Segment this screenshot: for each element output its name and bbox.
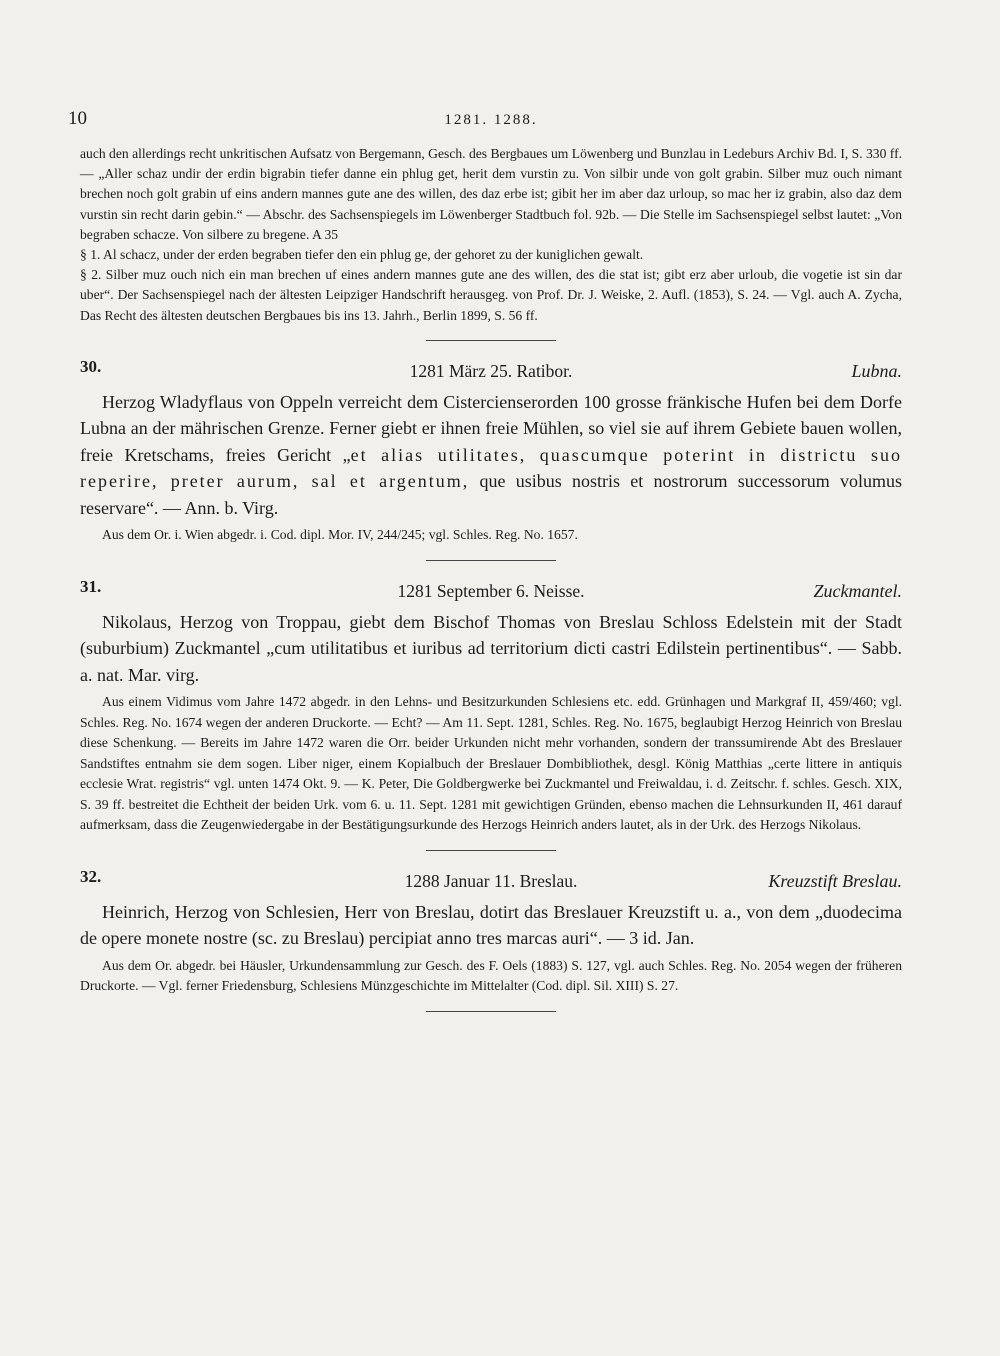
document-page (68, 108, 902, 1032)
footnote-paragraph: § 2. Silber muz ouch nich ein man brechen uf eines andern mannes gute ane des willen, des die stat ist; gibt erz aber urloub, die vogetie ist sin dar uber“. Der Sachsenspiegel nach der ältesten Leipziger Handschrift herausgeg. von Prof. Dr. J. Weiske, 2. Aufl. (1853), S. 24. — Vgl. auch A. Zycha, Das Recht des ältesten deutschen Bergbaues bis ins 13. Jahrh., Berlin 1899, S. 56 ff. (80, 267, 902, 323)
entry-place: Zuckmantel. (813, 580, 902, 601)
entry-header (80, 576, 902, 609)
document-entry-31 (80, 576, 902, 836)
entry-number: 32. (80, 866, 102, 886)
footnote-block (80, 144, 902, 326)
entry-number: 30. (80, 356, 102, 376)
document-entry-30 (80, 356, 902, 546)
entry-source: Aus einem Vidimus vom Jahre 1472 abgedr. in den Lehns- und Besitzurkunden Schlesiens etc. edd. Grünhagen und Markgraf II, 459/460; vgl. Schles. Reg. No. 1674 wegen der anderen Druckorte. — Echt? — Am 11. Sept. 1281, Schles. Reg. No. 1675, beglaubigt Herzog Heinrich von Breslau diese Schenkung. — Bereits im Jahre 1472 waren die Orr. beider Urkunden nicht mehr vorhanden, sondern der transsumirende Abt des Breslauer Sandstiftes entnahm sie dem sogen. Liber niger, einem Kopialbuch der Breslauer Dombibliothek, desgl. König Matthias „certe littere in antiquis ecclesie Wrat. registris“ vgl. unten 1474 Okt. 9. — K. Peter, Die Goldbergwerke bei Zuckmantel und Freiwaldau, i. d. Zeitschr. f. schles. Gesch. XIX, S. 39 ff. bestreitet die Echtheit der beiden Urk. vom 6. u. 11. Sept. 1281 mit gewichtigen Gründen, ebenso machen die Lehnsurkunden II, 461 darauf aufmerksam, dass die Zeugenwiedergabe in der Bestätigungsurkunde des Herzogs Heinrich anders lautet, als in der Urk. des Herzogs Nikolaus. (80, 694, 902, 833)
section-divider (426, 1011, 556, 1012)
section-divider (426, 560, 556, 561)
section-divider (426, 340, 556, 341)
running-title: 1281. 1288. (444, 112, 538, 128)
regest-text: Nikolaus, Herzog von Troppau, giebt dem Bischof Thomas von Breslau Schloss Edelstein mit der Stadt (suburbium) Zuckmantel „cum utilitatibus et iuribus ad territorium dicti castri Edilstein pertinentibus“. — Sabb. a. nat. Mar. virg. (80, 611, 902, 685)
regest-spaced-text: et alias utilitates, quascumque poterint in districtu suo reperire, preter aurum, sal et argentum, (80, 444, 902, 492)
entry-regest (80, 389, 902, 522)
entry-number: 31. (80, 576, 102, 596)
regest-text: que usibus nostris et nostrorum successorum volumus reservare“. — Ann. b. Virg. (80, 471, 902, 518)
footnote-paragraph: § 1. Al schacz, under der erden begraben tiefer den ein phlug ge, der gehoret zu der kuniglichen gewalt. (80, 247, 644, 263)
entry-date: 1288 Januar 11. Breslau. (404, 870, 578, 891)
entry-header (80, 866, 902, 899)
entry-place: Lubna. (851, 360, 902, 381)
entry-date: 1281 März 25. Ratibor. (409, 360, 573, 381)
entry-place: Kreuzstift Breslau. (768, 870, 902, 891)
regest-text: Heinrich, Herzog von Schlesien, Herr von Breslau, dotirt das Breslauer Kreuzstift u. a., von dem „duodecima de opere monete nostre (sc. zu Breslau) percipiat anno tres marcas auri“. — 3 id. Jan. (80, 901, 902, 949)
entry-source: Aus dem Or. i. Wien abgedr. i. Cod. dipl. Mor. IV, 244/245; vgl. Schles. Reg. No. 1657. (102, 527, 578, 543)
entry-source: Aus dem Or. abgedr. bei Häusler, Urkundensammlung zur Gesch. des F. Oels (1883) S. 127, vgl. auch Schles. Reg. No. 2054 wegen der früheren Druckorte. — Vgl. ferner Friedensburg, Schlesiens Münzgeschichte im Mittelalter (Cod. dipl. Sil. XIII) S. 27. (80, 957, 902, 994)
section-divider (426, 850, 556, 851)
page-number: 10 (68, 108, 87, 129)
entry-date: 1281 September 6. Neisse. (397, 580, 585, 601)
entry-regest (80, 899, 902, 952)
footnote-paragraph: auch den allerdings recht unkritischen Aufsatz von Bergemann, Gesch. des Bergbaues um Löwenberg und Bunzlau in Ledeburs Archiv Bd. I, S. 330 ff. — „Aller schaz undir der erdin bigrabin tiefer danne ein phlug get, herit dem vurstin zu. Von silbir unde von golt grabin. Silber muz ouch nimant brechen noch golt grabin uf eins andern mannes gute ane des willen, des daz erbe ist; gibit her im aber daz urloup, so mac her iz grabin, also daz dem vurstin sin recht darin gebin.“ — Abschr. des Sachsenspiegels im Löwenberger Stadtbuch fol. 92b. — Die Stelle im Sachsenspiegel selbst lautet: „Von begraben schacze. Von silbere zu bregene. A 35 (80, 146, 902, 242)
regest-text: Herzog Wladyflaus von Oppeln verreicht dem Cistercienserorden 100 grosse fränkische Hufen bei dem Dorfe Lubna an der mährischen Grenze. Ferner giebt er ihnen freie Mühlen, so viel sie auf ihrem Gebiete bauen wollen, freie Kretschams, freies Gericht „ (80, 391, 902, 465)
entry-header (80, 356, 902, 389)
page-header (68, 108, 902, 144)
document-entry-32 (80, 866, 902, 997)
entry-regest (80, 609, 902, 689)
